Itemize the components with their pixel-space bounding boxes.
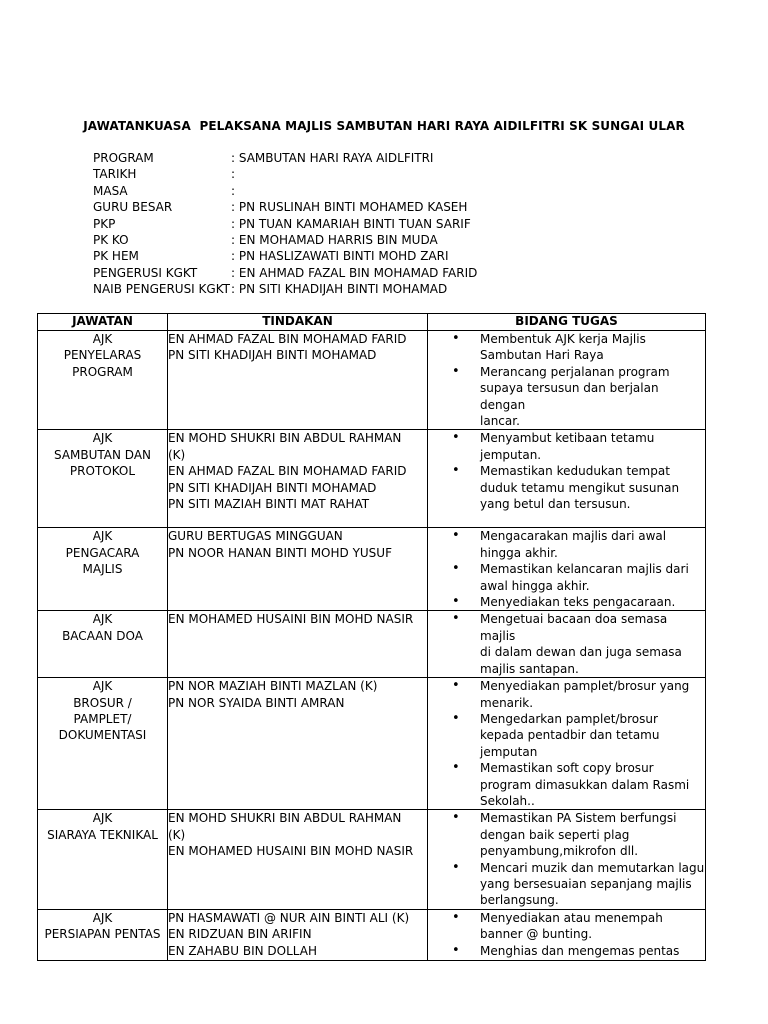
info-label: GURU BESAR: [93, 200, 173, 215]
task-line: jemputan.: [480, 447, 542, 462]
info-value: : PN TUAN KAMARIAH BINTI TUAN SARIF: [231, 216, 471, 231]
table-row: [38, 909, 706, 960]
tindakan-line: EN ZAHABU BIN DOLLAH: [168, 943, 317, 958]
info-value: : PN RUSLINAH BINTI MOHAMED KASEH: [231, 200, 468, 215]
task-line: yang betul dan tersusun.: [480, 497, 631, 512]
jawatan-line: AJK: [92, 431, 113, 446]
task-line: hingga akhir.: [480, 545, 558, 560]
task-line: • Menghias dan mengemas pentas: [480, 943, 680, 958]
info-label: PK HEM: [93, 249, 139, 264]
jawatan-line: PENYELARAS: [63, 348, 142, 363]
info-row: [93, 199, 477, 215]
jawatan-line: AJK: [92, 529, 113, 544]
tindakan-line: GURU BERTUGAS MINGGUAN: [168, 529, 343, 544]
cell-jawatan: [38, 331, 168, 430]
task-item: [428, 463, 705, 512]
info-label: TARIKH: [93, 167, 137, 182]
info-row: [93, 281, 477, 297]
task-line: dengan baik seperti plag: [480, 827, 630, 842]
tindakan-line: EN MOHAMED HUSAINI BIN MOHD NASIR: [168, 844, 414, 859]
info-row: [93, 150, 477, 166]
task-line: awal hingga akhir.: [480, 578, 590, 593]
task-item: [428, 561, 705, 594]
jawatan-line: DOKUMENTASI: [58, 728, 147, 743]
tindakan-line: PN NOR MAZIAH BINTI MAZLAN (K): [168, 679, 378, 694]
info-row: [93, 265, 477, 281]
cell-jawatan: [38, 611, 168, 678]
task-line: • Memastikan kelancaran majlis dari: [480, 562, 689, 577]
jawatan-line: AJK: [92, 811, 113, 826]
task-list: [428, 910, 705, 959]
cell-bidang-tugas: [428, 528, 706, 611]
task-line: Sambutan Hari Raya: [480, 348, 604, 363]
task-line: • Menyediakan atau menempah: [480, 910, 663, 925]
info-label: NAIB PENGERUSI KGKT: [93, 282, 230, 297]
tindakan-line: PN NOR SYAIDA BINTI AMRAN: [168, 695, 345, 710]
task-item: [428, 711, 705, 760]
header-bidang-tugas: BIDANG TUGAS: [428, 314, 706, 331]
task-line: yang bersesuaian sepanjang majlis: [480, 876, 692, 891]
task-line: banner @ bunting.: [480, 927, 593, 942]
tindakan-line: EN RIDZUAN BIN ARIFIN: [168, 927, 312, 942]
task-line: kepada pentadbir dan tetamu: [480, 728, 660, 743]
jawatan-line: SIARAYA TEKNIKAL: [47, 827, 158, 842]
task-item: [428, 611, 705, 677]
task-item: [428, 810, 705, 859]
info-row: [93, 166, 477, 182]
task-line: supaya tersusun dan berjalan dengan: [480, 381, 659, 412]
cell-tindakan: [168, 611, 428, 678]
task-item: [428, 860, 705, 909]
table-header-row: [38, 314, 706, 331]
task-line: • Memastikan kedudukan tempat: [480, 464, 670, 479]
tindakan-line: EN MOHD SHUKRI BIN ABDUL RAHMAN: [168, 811, 402, 826]
tindakan-line: EN AHMAD FAZAL BIN MOHAMAD FARID: [168, 332, 407, 346]
task-line: • Menyambut ketibaan tetamu: [480, 431, 655, 446]
task-line: duduk tetamu mengikut susunan: [480, 480, 680, 495]
cell-bidang-tugas: [428, 331, 706, 430]
jawatan-line: AJK: [92, 612, 113, 627]
task-list: [428, 611, 705, 677]
jawatan-line: BACAAN DOA: [62, 628, 143, 643]
jawatan-line: PROGRAM: [72, 364, 133, 379]
table-row: [38, 528, 706, 611]
jawatan-line: AJK: [92, 679, 113, 694]
task-list: [428, 331, 705, 429]
task-item: [428, 331, 705, 364]
info-row: [93, 216, 477, 232]
cell-bidang-tugas: [428, 909, 706, 960]
tindakan-line: PN SITI MAZIAH BINTI MAT RAHAT: [168, 497, 370, 512]
tindakan-line: PN SITI KHADIJAH BINTI MOHAMAD: [168, 348, 377, 363]
info-row: [93, 183, 477, 199]
tindakan-line: (K): [168, 827, 186, 842]
jawatan-line: PROTOKOL: [69, 464, 136, 479]
jawatan-line: AJK: [92, 332, 113, 346]
cell-tindakan: [168, 678, 428, 810]
info-label: PK KO: [93, 232, 129, 247]
cell-tindakan: [168, 909, 428, 960]
info-value: : PN HASLIZAWATI BINTI MOHD ZARI: [231, 249, 449, 264]
cell-tindakan: [168, 528, 428, 611]
task-line: • Memastikan PA Sistem berfungsi: [480, 811, 677, 826]
task-line: • Membentuk AJK kerja Majlis: [480, 332, 646, 346]
task-line: majlis santapan.: [480, 661, 579, 676]
task-line: • Menyediakan pamplet/brosur yang: [480, 679, 690, 694]
cell-tindakan: [168, 331, 428, 430]
task-line: Sekolah..: [480, 793, 535, 808]
task-item: [428, 528, 705, 561]
task-line: • Merancang perjalanan program: [480, 364, 670, 379]
jawatan-line: AJK: [92, 910, 113, 925]
jawatan-line: MAJLIS: [82, 562, 123, 577]
info-label: PKP: [93, 216, 116, 231]
program-info: [93, 150, 477, 298]
task-item: [428, 760, 705, 809]
task-line: menarik.: [480, 695, 534, 710]
task-item: [428, 430, 705, 463]
cell-bidang-tugas: [428, 611, 706, 678]
jawatan-line: PAMPLET/: [73, 711, 132, 726]
task-line: • Mengetuai bacaan doa semasa majlis: [480, 612, 668, 643]
info-label: MASA: [93, 183, 128, 198]
task-line: • Mengacarakan majlis dari awal: [480, 529, 667, 544]
committee-table: [37, 313, 706, 961]
task-line: lancar.: [480, 414, 520, 429]
jawatan-line: BROSUR /: [73, 695, 132, 710]
task-item: [428, 364, 705, 430]
task-line: • Menyediakan teks pengacaraan.: [480, 595, 676, 610]
table-row: [38, 678, 706, 810]
info-value: :: [231, 183, 236, 198]
table-row: [38, 611, 706, 678]
tindakan-line: EN MOHD SHUKRI BIN ABDUL RAHMAN: [168, 431, 402, 446]
task-list: [428, 528, 705, 610]
info-label: PENGERUSI KGKT: [93, 265, 198, 280]
tindakan-line: PN HASMAWATI @ NUR AIN BINTI ALI (K): [168, 910, 410, 925]
cell-jawatan: [38, 430, 168, 528]
info-row: [93, 248, 477, 264]
table-row: [38, 430, 706, 528]
jawatan-line: PERSIAPAN PENTAS: [44, 927, 161, 942]
jawatan-line: PENGACARA: [65, 545, 140, 560]
task-line: • Mengedarkan pamplet/brosur: [480, 711, 658, 726]
task-line: penyambung,mikrofon dll.: [480, 844, 639, 859]
task-item: [428, 678, 705, 711]
tindakan-line: PN NOOR HANAN BINTI MOHD YUSUF: [168, 545, 392, 560]
table-row: [38, 331, 706, 430]
info-value: : EN AHMAD FAZAL BIN MOHAMAD FARID: [231, 265, 478, 280]
info-value: :: [231, 167, 236, 182]
info-row: [93, 232, 477, 248]
tindakan-line: (K): [168, 447, 186, 462]
task-list: [428, 678, 705, 809]
info-value: : PN SITI KHADIJAH BINTI MOHAMAD: [231, 282, 448, 297]
cell-bidang-tugas: [428, 810, 706, 909]
tindakan-line: EN AHMAD FAZAL BIN MOHAMAD FARID: [168, 464, 407, 479]
cell-jawatan: [38, 528, 168, 611]
task-line: berlangsung.: [480, 893, 559, 908]
task-line: • Mencari muzik dan memutarkan lagu: [480, 860, 705, 875]
task-line: jemputan: [480, 744, 538, 759]
info-label: PROGRAM: [93, 151, 154, 165]
task-list: [428, 430, 705, 512]
jawatan-line: SAMBUTAN DAN: [53, 447, 152, 462]
document-title: JAWATANKUASA PELAKSANA MAJLIS SAMBUTAN HARI RAYA AIDILFITRI SK SUNGAI ULAR: [83, 119, 685, 133]
cell-jawatan: [38, 678, 168, 810]
tindakan-line: PN SITI KHADIJAH BINTI MOHAMAD: [168, 480, 377, 495]
task-list: [428, 810, 705, 908]
task-item: [428, 943, 705, 959]
task-line: program dimasukkan dalam Rasmi: [480, 777, 690, 792]
info-value: : EN MOHAMAD HARRIS BIN MUDA: [231, 232, 438, 247]
cell-bidang-tugas: [428, 678, 706, 810]
cell-jawatan: [38, 909, 168, 960]
info-value: : SAMBUTAN HARI RAYA AIDLFITRI: [231, 151, 434, 165]
cell-tindakan: [168, 810, 428, 909]
header-tindakan: TINDAKAN: [168, 314, 428, 331]
table-row: [38, 810, 706, 909]
task-line: • Memastikan soft copy brosur: [480, 761, 654, 776]
task-line: di dalam dewan dan juga semasa: [480, 645, 682, 660]
cell-jawatan: [38, 810, 168, 909]
tindakan-line: EN MOHAMED HUSAINI BIN MOHD NASIR: [168, 612, 414, 627]
task-item: [428, 910, 705, 943]
task-item: [428, 594, 705, 610]
header-jawatan: JAWATAN: [38, 314, 168, 331]
cell-bidang-tugas: [428, 430, 706, 528]
cell-tindakan: [168, 430, 428, 528]
